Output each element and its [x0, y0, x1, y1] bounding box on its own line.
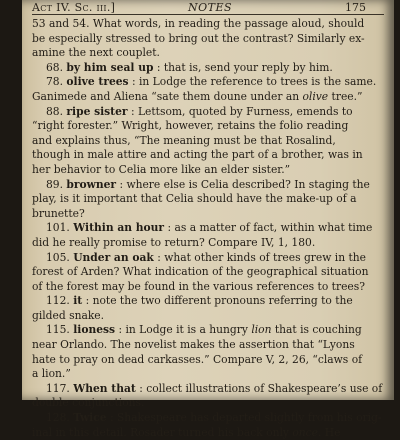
text-run: Ganimede and Aliena “sate them doune under an	[32, 89, 303, 103]
note-lemma: Within an hour	[73, 221, 165, 235]
text-run: : as a matter of fact, within what time	[164, 221, 373, 235]
text-line	[32, 411, 382, 426]
text-run: that is couching	[271, 323, 362, 337]
text-run: 105.	[46, 250, 74, 264]
text-run: 115.	[46, 323, 74, 337]
text-run: forest of Arden? What indication of the geographical situation	[32, 265, 369, 279]
text-run: and explains thus, “The meaning must be that Rosalind,	[32, 133, 336, 147]
text-line	[32, 75, 382, 90]
text-run: 89.	[46, 177, 67, 191]
text-run: inal in this detail. Rosader turned his back only	[32, 425, 293, 439]
text-line	[32, 338, 382, 353]
running-header	[32, 1, 384, 15]
notes-body	[32, 17, 382, 440]
text-run: : Shakespeare has departed slightly from his orig-	[106, 411, 382, 425]
text-run: amine the next couplet.	[32, 46, 160, 60]
text-run: 78.	[46, 75, 67, 89]
text-run: : in Lodge it is a hungry	[115, 323, 252, 337]
note-lemma: Under an oak	[73, 250, 154, 264]
text-line	[32, 119, 382, 134]
italic-text: lion	[251, 323, 272, 337]
text-line	[32, 221, 382, 236]
text-run: a lion.”	[32, 367, 71, 381]
header-rule	[32, 14, 384, 15]
italic-text: olive	[302, 89, 329, 103]
text-line	[32, 32, 382, 47]
text-line	[32, 265, 382, 280]
text-line	[32, 251, 382, 266]
book-page	[22, 0, 394, 439]
text-run: : Lettsom, quoted by Furness, emends to	[127, 104, 353, 118]
note-lemma: Twice	[73, 411, 107, 425]
text-run: “right forester.” Wright, however, retains the folio reading	[32, 119, 349, 133]
text-line	[32, 294, 382, 309]
text-run: . He	[317, 425, 341, 439]
note-lemma: lioness	[73, 323, 116, 337]
text-run: gilded snake.	[32, 308, 105, 322]
text-line	[32, 17, 382, 32]
note-lemma: ripe sister	[66, 104, 128, 118]
text-line	[32, 309, 382, 324]
text-line	[32, 323, 382, 338]
text-run: tree.”	[328, 89, 363, 103]
text-run: brunette?	[32, 206, 85, 220]
text-run: : that is, send your reply by him.	[153, 60, 333, 74]
text-run: : in Lodge the reference to trees is the same.	[128, 75, 377, 89]
header-title: NOTES	[188, 1, 233, 14]
note-lemma: it	[73, 294, 83, 308]
text-run: double conjunctions.	[32, 396, 145, 410]
text-run: : where else is Celia described? In staging the	[116, 177, 370, 191]
text-line	[32, 382, 382, 397]
text-run: 128.	[46, 411, 74, 425]
text-line	[32, 426, 382, 440]
page-number: 175	[345, 1, 366, 14]
text-line	[32, 148, 382, 163]
text-run: hate to pray on dead carkasses.” Compare V, 2, 26, “claws of	[32, 352, 363, 366]
text-run: though in male attire and acting the part of a brother, was in	[32, 148, 363, 162]
text-line	[32, 353, 382, 368]
act-scene-reference: Act IV. Sc. iii.]	[32, 1, 116, 14]
note-lemma: When that	[73, 381, 136, 395]
text-line	[32, 105, 382, 120]
note-lemma: browner	[66, 177, 117, 191]
text-line	[32, 236, 382, 251]
text-line	[32, 134, 382, 149]
text-run: near Orlando. The novelist makes the assertion that “Lyons	[32, 338, 355, 352]
italic-text: once	[292, 425, 318, 439]
text-line	[32, 163, 382, 178]
text-line	[32, 90, 382, 105]
text-run: play, is it important that Celia should have the make-up of a	[32, 192, 357, 206]
text-line	[32, 192, 382, 207]
text-line	[32, 280, 382, 295]
text-run: 112.	[46, 294, 74, 308]
text-line	[32, 61, 382, 76]
text-run: her behavior to Celia more like an elder sister.”	[32, 162, 291, 176]
text-run: did he really promise to return? Compare IV, 1, 180.	[32, 235, 316, 249]
text-line	[32, 207, 382, 222]
text-line	[32, 46, 382, 61]
text-line	[32, 367, 382, 382]
text-line	[32, 178, 382, 193]
text-run: 68.	[46, 60, 67, 74]
text-run: 88.	[46, 104, 67, 118]
note-lemma: by him seal up	[66, 60, 154, 74]
text-run: 117.	[46, 381, 74, 395]
note-lemma: olive trees	[66, 75, 129, 89]
text-run: 101.	[46, 221, 74, 235]
text-run: : note the two different pronouns referring to the	[82, 294, 353, 308]
text-run: of the forest may be found in the various references to trees?	[32, 279, 365, 293]
text-run: 53 and 54. What words, in reading the passage aloud, should	[32, 17, 365, 30]
text-run: : what other kinds of trees grew in the	[153, 250, 366, 264]
text-run: : collect illustrations of Shakespeare’s use of	[135, 381, 383, 395]
text-run: be especially stressed to bring out the contrast? Similarly ex-	[32, 31, 365, 45]
text-line	[32, 396, 382, 411]
